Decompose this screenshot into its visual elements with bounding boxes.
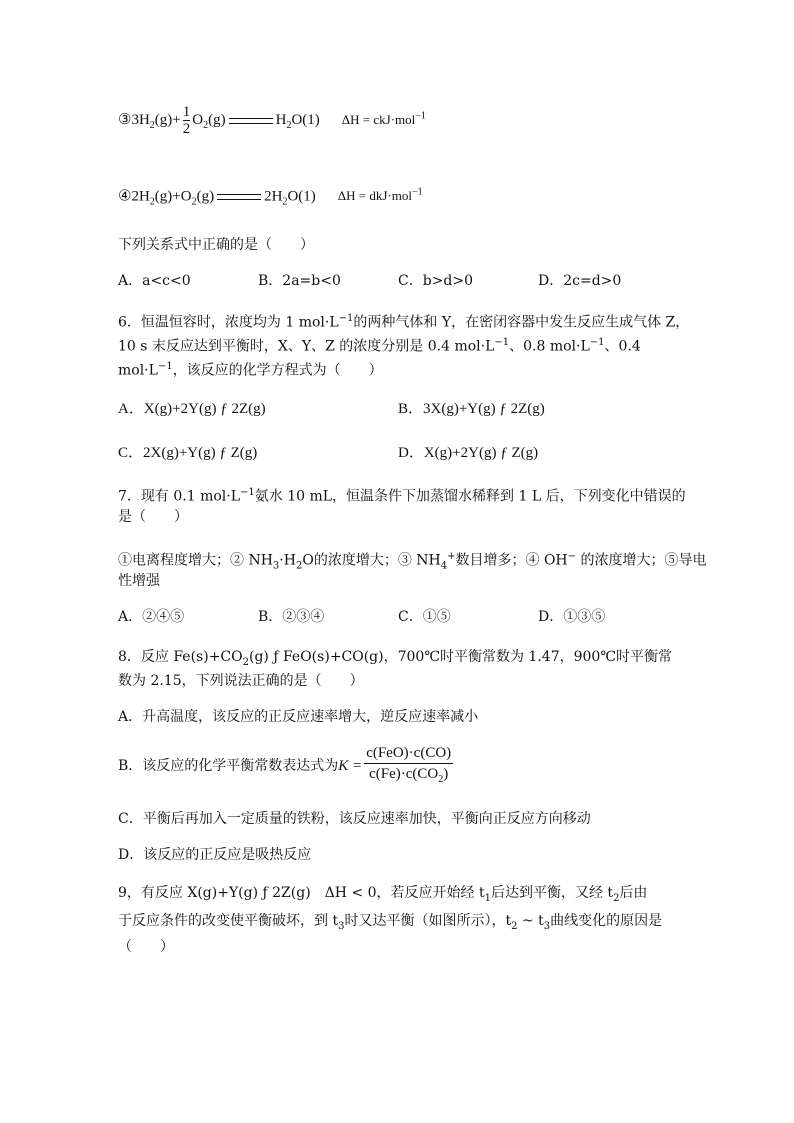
q8-option-c: C．平衡后再加入一定质量的铁粉，该反应速率加快，平衡向正反应方向移动 bbox=[118, 811, 591, 827]
q5-prompt: 下列关系式中正确的是（ ） bbox=[118, 237, 314, 253]
q5-option-d: D．2c=d>0 bbox=[538, 273, 622, 289]
equation-4: $④2H_2(g)+O_2(g)$ $2H_2O(1) \Delta H = dkJ\cdot mol^{-1}$ bbox=[118, 187, 423, 208]
q7-option-b: B．②③④ bbox=[258, 609, 325, 625]
q6-option-b: B．3X(g)+Y(g) ƒ 2Z(g) bbox=[398, 401, 545, 417]
q8-line-2: 数为 2.15，下列说法正确的是（ ） bbox=[118, 673, 364, 689]
q5-option-c: C．b>d>0 bbox=[398, 273, 474, 289]
q7-line-1: 7．现有 0.1 $mol\cdot L^{-1}$氨水 10 mL，恒温条件下加蒸馏水稀释到 1 L 后，下列变化中错误的 bbox=[118, 487, 686, 505]
q7-statements-2: 性增强 bbox=[118, 573, 160, 589]
q7-option-a: A．②④⑤ bbox=[118, 609, 185, 625]
q9-line-1: 9，有反应 X(g)+Y(g) ƒ 2Z(g) ΔH < 0，若反应开始经 $t_1$后达到平衡，又经 $t_2$后由 bbox=[118, 885, 648, 904]
q5-option-a: A．a<c<0 bbox=[118, 273, 191, 289]
q7-statements-1: ①电离程度增大；② $NH_3\cdot H_2O$的浓度增大；③ $NH_4^+$数目增多；④ OH− 的浓度增大；⑤导电 bbox=[118, 551, 707, 572]
q6-line-3: $mol\cdot L^{-1}$，该反应的化学方程式为（ ） bbox=[118, 361, 383, 379]
enthalpy-change: ΔH = dkJ·mol$^{-1}$ bbox=[337, 187, 423, 204]
q6-line-1: 6．恒温恒容时，浓度均为 1 $mol\cdot L^{-1}$的两种气体和 Y，在密闭容器中发生反应生成气体 Z， bbox=[118, 313, 690, 331]
q8-option-d: D．该反应的正反应是吸热反应 bbox=[118, 847, 312, 863]
q8-line-1: 8．反应 $Fe(s)+CO_2(g)$ ƒ FeO(s)+CO(g)，700℃时平衡常数为 1.47，900℃时平衡常 bbox=[118, 649, 672, 668]
reaction-equals-sign bbox=[217, 194, 261, 200]
equation-3: $③3H_2(g)+$ $\frac{1}{2}$ $O_2(g)$ $H_2O(1) \Delta H = ckJ\cdot mol^{-1}$ bbox=[118, 104, 426, 137]
q6-option-c: C．2X(g)+Y(g) ƒ Z(g) bbox=[118, 445, 258, 461]
q6-line-2: 10 s 末反应达到平衡时，X、Y、Z 的浓度分别是 0.4 $mol\cdot L^{-1}$、0.8 $mol\cdot L^{-1}$、0.4 bbox=[118, 337, 641, 355]
q6-option-d: D．X(g)+2Y(g) ƒ Z(g) bbox=[398, 445, 539, 461]
equation-marker: ④ bbox=[118, 188, 132, 205]
q7-option-d: D．①③⑤ bbox=[538, 609, 606, 625]
equation-marker: ③ bbox=[118, 111, 132, 128]
q8-option-b: B．该反应的化学平衡常数表达式为K = $\frac{\text{c(FeO)·c(CO)}}{c(Fe)\cdot c(CO_2)}$ bbox=[118, 742, 455, 790]
q8-option-a: A．升高温度，该反应的正反应速率增大，逆反应速率减小 bbox=[118, 709, 479, 725]
q5-option-b: B．2a=b<0 bbox=[258, 273, 341, 289]
q9-line-2: 于反应条件的改变使平衡破坏，到 $t_3$时又达平衡（如图所示），$t_2$ ~ $t_3$曲线变化的原因是 bbox=[118, 913, 663, 932]
fraction-half: $\frac{1}{2}$ bbox=[182, 104, 191, 137]
q9-line-3: （ ） bbox=[118, 939, 174, 955]
q7-line-2: 是（ ） bbox=[118, 509, 188, 525]
reaction-equals-sign bbox=[229, 118, 273, 124]
enthalpy-change: ΔH = ckJ·mol$^{-1}$ bbox=[341, 110, 426, 127]
q7-option-c: C．①⑤ bbox=[398, 609, 451, 625]
q6-option-a: A．X(g)+2Y(g) ƒ 2Z(g) bbox=[118, 401, 266, 417]
equilibrium-constant-fraction: $\frac{\text{c(FeO)·c(CO)}}{c(Fe)\cdot c(CO_2)}$ bbox=[364, 743, 453, 790]
